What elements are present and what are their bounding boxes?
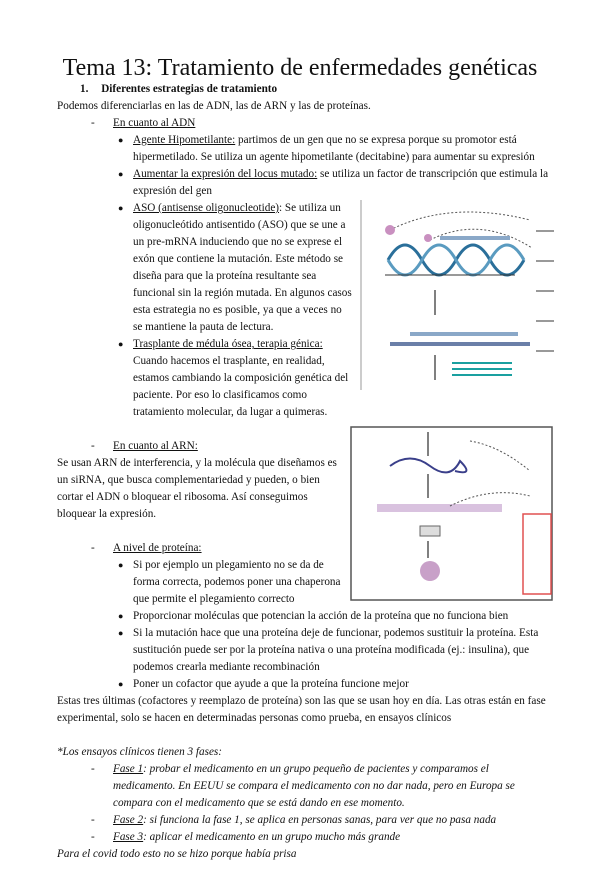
bullet-icon: ● [118, 135, 124, 145]
arn-heading: - En cuanto al ARN: [91, 440, 198, 452]
intro-text: Podemos diferenciarlas en las de ADN, las de ARN y las de proteínas. [57, 100, 371, 112]
section-heading [80, 81, 553, 98]
proteina-item: ● Si la mutación hace que una proteína deje de funcionar, podemos sustituir la proteína. Esta sustitución puede ser por la proteína nativa o una proteína modificada (ej.: insulina), que podemos crearla mediante recombinación [118, 627, 539, 673]
adn-item-trasplante: ● Trasplante de médula ósea, terapia génica: Cuando hacemos el trasplante, en realidad, estamos cambiando la composición genética del paciente. Por eso lo clasificamos como tratamiento molecular, da lugar a quimeras. [118, 338, 349, 418]
fase-item: - Fase 2: si funciona la fase 1, se aplica en personas sanas, para ver que no pasa nada [91, 814, 497, 826]
summary-text: Estas tres últimas (cofactores y reemplazo de proteína) son las que se usan hoy en día. Las otras están en fase experimental, solo se hacen en determinadas personas como prueba, en ensayos clínicos [57, 695, 546, 724]
page-title: Tema 13: Tratamiento de enfermedades genéticas [62, 55, 538, 81]
bullet-icon: ● [118, 169, 124, 179]
closing-text: Para el covid todo esto no se hizo porque había prisa [57, 848, 297, 860]
proteina-item: ● Proporcionar moléculas que potencian la acción de la proteína que no funciona bien [133, 608, 553, 625]
bullet-icon: ● [118, 560, 124, 570]
proteina-heading: - A nivel de proteína: [91, 542, 202, 554]
section-number: 1. [80, 83, 89, 95]
adn-item-locus: ● Aumentar la expresión del locus mutado: se utiliza un factor de transcripción que estimula la expresión del gen [118, 168, 549, 197]
section-title: Diferentes estrategias de tratamiento [101, 83, 278, 95]
bullet-icon: ● [118, 679, 124, 689]
adn-heading: - En cuanto al ADN [91, 117, 196, 129]
adn-item-hipometilante: ● Agente Hipometilante: partimos de un gen que no se expresa porque su promotor está hipermetilado. Se utiliza un agente hipometilante (decitabine) para aumentar su expresión [118, 134, 535, 163]
fase-item: - Fase 1: probar el medicamento en un grupo pequeño de pacientes y comparamos el medicamento. En EEUU se compara el medicamento con no dar nada, pero en Europa se compara con el medicamento que se está dando en ese momento. [91, 763, 515, 809]
adn-item-aso: ● ASO (antisense oligonucleotide): Se utiliza un oligonucleótido antisentido (ASO) que se une a un pre-mRNA induciendo que no se exprese el exón que contiene la mutación. Este método se diseña para que la proteína resultante sea funcional sin la región mutada. En algunos casos esta estrategia no es posible, ya que a veces no se mantiene la pauta de lectura. [118, 202, 352, 333]
ensayos-heading: *Los ensayos clínicos tienen 3 fases: [57, 746, 222, 758]
fase-item: - Fase 3: aplicar el medicamento en un grupo mucho más grande [91, 831, 401, 843]
proteina-item: ● Poner un cofactor que ayude a que la proteína funcione mejor [133, 676, 553, 693]
proteina-item: ● Si por ejemplo un plegamiento no se da de forma correcta, podemos poner una chaperona que permite el plegamiento correcto [118, 559, 341, 605]
cftr-domain [420, 526, 440, 536]
bullet-icon: ● [118, 628, 124, 638]
bullet-icon: ● [118, 611, 124, 621]
bullet-icon: ● [118, 203, 124, 213]
bullet-icon: ● [118, 339, 124, 349]
arn-text: Se usan ARN de interferencia, y la molécula que diseñamos es un siRNA, que busca complementariedad y pueden, o bien cortar el ADN o bloquear el ribosoma. Así conseguimos bloquear la expresión. [57, 457, 337, 520]
cell-membrane [377, 504, 502, 512]
